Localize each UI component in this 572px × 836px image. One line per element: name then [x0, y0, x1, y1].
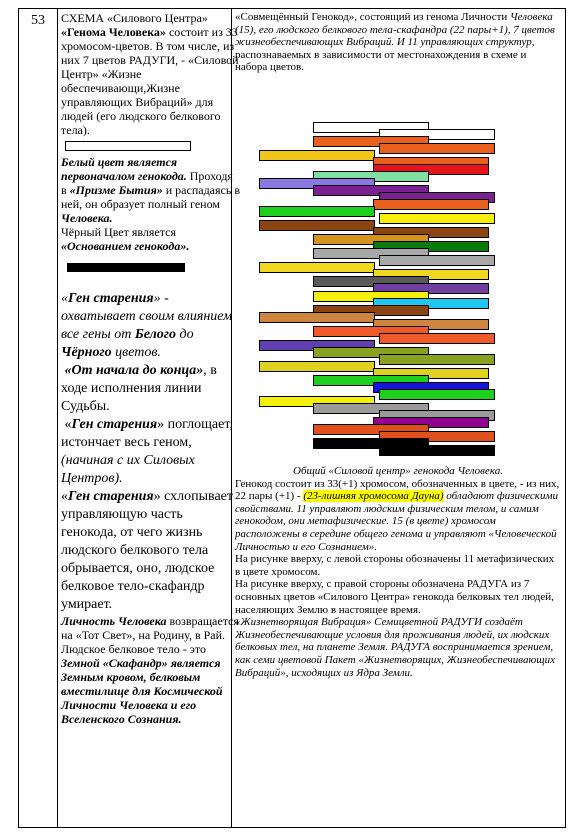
text: » поглощает, истончает весь геном,	[61, 417, 233, 450]
chromosome-bar	[379, 333, 495, 344]
right-side-note: На рисунке вверху, с правой стороны обозначена РАДУГА из 7 основных цветов «Силового Центра» генокода белковых тел людей, населяющих Землю в настоящее время.	[235, 578, 554, 616]
text: » - охватывает своим влиянием все гены от	[61, 291, 233, 342]
black-paragraph	[61, 225, 241, 253]
text: «	[61, 489, 68, 504]
chromosome-bar	[259, 262, 375, 273]
composition-paragraph	[235, 478, 561, 554]
black-term: Чёрного	[61, 345, 112, 360]
start-end-paragraph	[61, 362, 241, 416]
chromosome-bar	[379, 143, 495, 154]
text: является Земным кровом, белковым вместилище для Космической Личности Человека и его Вселенского Сознания.	[61, 656, 223, 726]
text: Человека (15),	[235, 11, 553, 36]
text: Генокод состоит из 33(+1) хромосом, обозначенных в цвете, - из них, 22 пары (+1) -	[235, 477, 560, 503]
chromosome-bar	[259, 206, 375, 217]
chromosome-bar	[373, 199, 489, 210]
text: и распадаясь в ней, он образует полный геном	[61, 183, 240, 211]
human-term: Человека.	[61, 211, 113, 225]
row-number: 53	[31, 13, 45, 28]
text: СХЕМА «Силового Центра»	[61, 11, 208, 25]
text: «Совмещённый Генокод», состоящий из генома Личности	[235, 11, 511, 23]
collapse-paragraph	[61, 488, 241, 614]
rainbow-paragraph: «Жизнетворящая Вибрация» Семицветной РАДУГИ создаёт Жизнеобеспечивающие условия для проживания людей, их людских белковых тел, на планете Земля. РАДУГА воспринимается зрением, как семи цветовой Пакет «Жизнетворящих, Жизнеобеспечивающих Вибраций», исходящих из Ядра Земли.	[235, 616, 555, 679]
text: до	[175, 327, 194, 342]
spacesuit-term: Земной «Скафандр»	[61, 656, 168, 670]
genome-term: «Генома Человека»	[61, 25, 166, 39]
text: цветов.	[111, 345, 161, 360]
chromosome-bar	[379, 255, 495, 266]
absorbs-paragraph	[61, 416, 241, 488]
text: «	[64, 417, 72, 432]
text: Чёрный Цвет является	[61, 225, 176, 239]
text: состоит из 33 хромосом-цветов. В том числе, из них 7 цветов РАДУГИ, - «Силовой Центр» «Жизне обеспечивающи,Жизне управляющих Вибраций» для людей (его людского белкового тела).	[61, 25, 239, 137]
column-divider	[57, 9, 58, 827]
scheme-paragraph	[61, 11, 241, 137]
combined-genome-paragraph	[235, 11, 561, 74]
chromosome-bar	[259, 220, 375, 231]
text: его людского белкового тела-скафандра (22 пары+1), 7 цветов жизнеобеспечивающих Вибраций. И 11 управляющих структур,	[235, 23, 555, 49]
left-column	[61, 11, 241, 726]
personality-paragraph	[61, 614, 241, 642]
black-color-term: «Основанием генокода».	[61, 239, 190, 253]
aging-gene-term: Ген старения	[68, 489, 154, 504]
prism-term: «Призме Бытия»	[69, 183, 163, 197]
text: обладают физическими свойствами. 11 управляют людским физическим телом, и самим генокодом, они метафизические. 15 (в цвете) хромосом расположены в середине общего генома и управляют «Человеческой Личностью и его Сознанием».	[235, 490, 558, 553]
text: распознаваемых в зависимости от местонахождения в схеме и набора цветов.	[235, 48, 527, 74]
chromosome-bar	[259, 312, 375, 323]
chromosome-bar	[379, 354, 495, 365]
text: (начиная с их Силовых Центров).	[61, 453, 195, 486]
text: «	[61, 291, 68, 306]
text: возвращается на «Тот Свет», на Родину, в Рай.	[61, 614, 239, 642]
white-paragraph	[61, 155, 241, 225]
personality-term: Личность Человека	[61, 614, 167, 628]
black-color-bar	[67, 263, 185, 272]
text: Проходя в	[61, 169, 233, 197]
start-end-term: «От начала до конца»	[64, 363, 204, 378]
chromosome-bar	[379, 389, 495, 400]
white-term: Белого	[134, 327, 176, 342]
chromosome-bar	[379, 445, 495, 456]
text: , в ходе исполнения линии Судьбы.	[61, 363, 217, 414]
highlighted-text: (23-лишняя хромосома Дауна)	[303, 490, 444, 503]
text: Людское белковое тело - это	[61, 642, 206, 656]
right-caption	[235, 465, 561, 679]
chromosome-bar	[259, 361, 375, 372]
left-side-note: На рисунке вверху, с левой стороны обозначены 11 метафизических в цвете хромосом.	[235, 553, 555, 578]
figure-caption: Общий «Силовой центр» генокода Человека.	[293, 465, 503, 477]
aging-gene-term: Ген старения	[68, 291, 154, 306]
chromosome-bar	[379, 213, 495, 224]
white-color-bar	[65, 141, 191, 151]
body-paragraph	[61, 642, 241, 726]
genome-chart	[237, 122, 497, 452]
right-column	[235, 11, 561, 74]
aging-gene-paragraph	[61, 290, 241, 362]
chromosome-bar	[259, 150, 375, 161]
white-color-term: Белый цвет является первоначалом генокода.	[61, 155, 187, 183]
text: » схлопывает управляющую часть генокода, от чего жизнь людского белкового тела обрывается, оно, людское белковое тело-скафандр умирает.	[61, 489, 234, 612]
aging-gene-term: Ген старения	[71, 417, 158, 432]
